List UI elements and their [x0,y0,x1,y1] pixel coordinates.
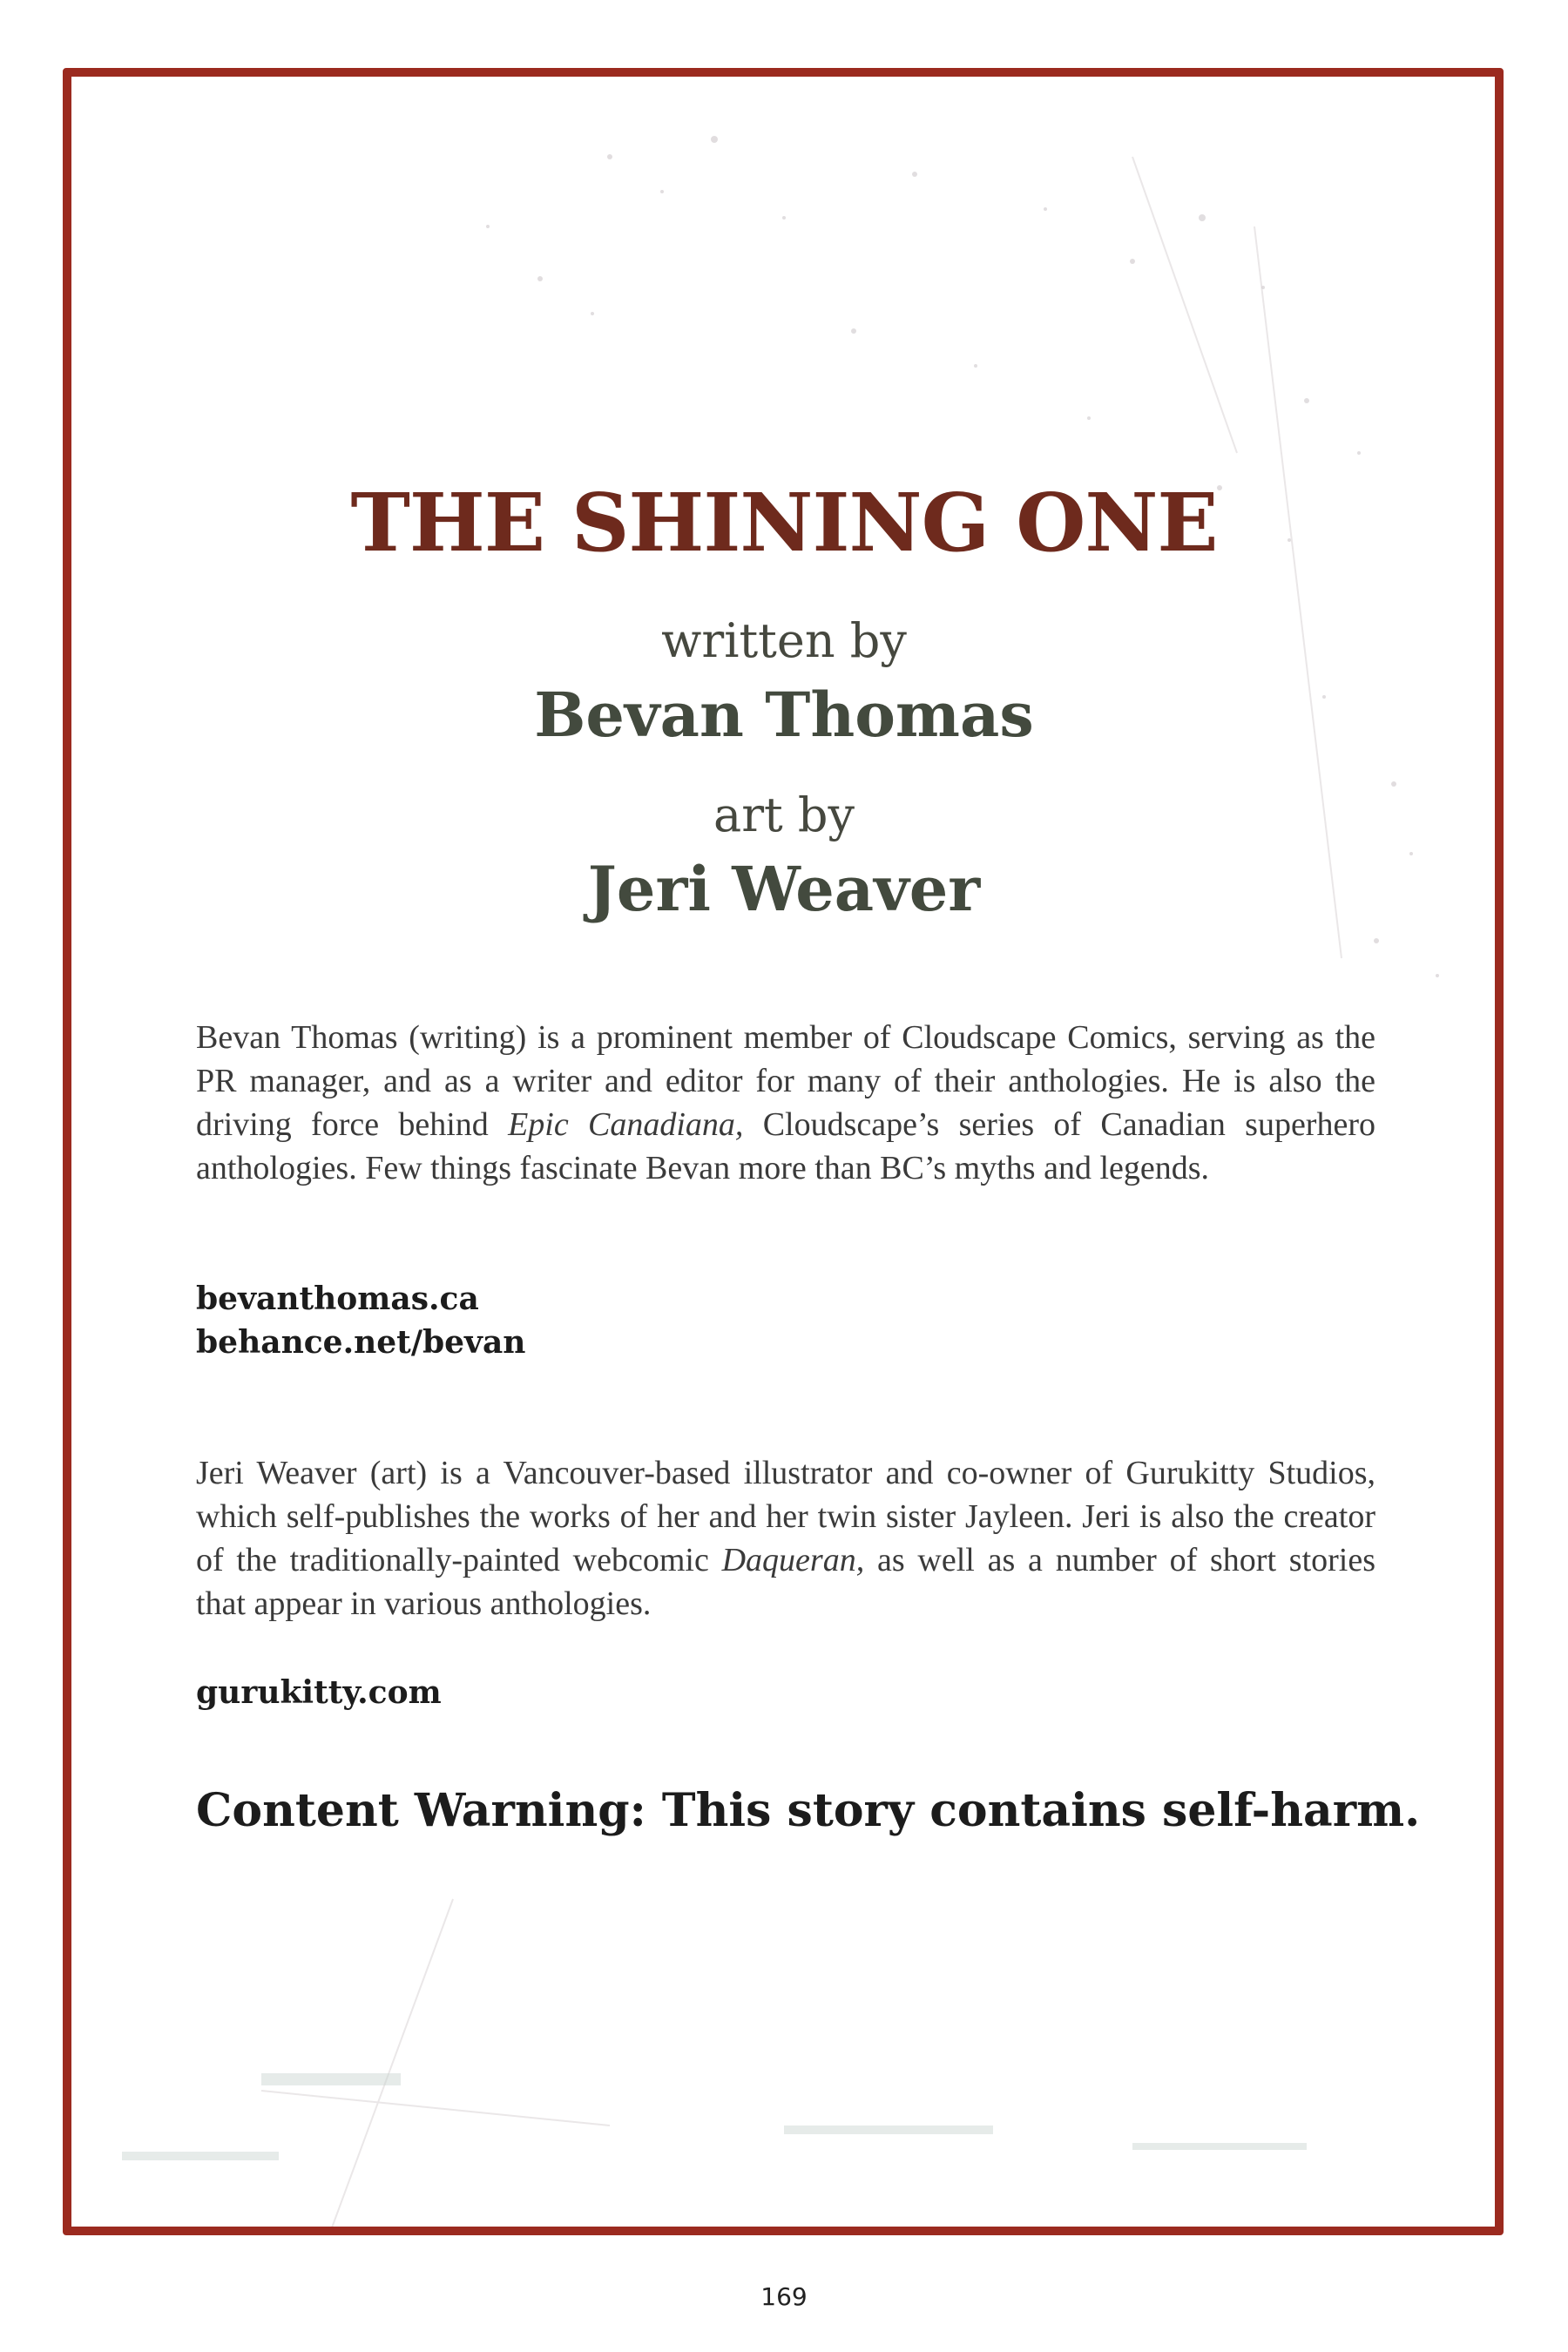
artist-role-label: art by [713,787,855,842]
artist-bio-text: Jeri Weaver (art) is a Vancouver-based illustrator and co-owner of Gurukitty Studios, which self-publishes the works of her and her twin sister Jayleen. Jeri is also the creator of the traditionally-painted webcomic [196,1455,1375,1578]
writer-bio [196,1016,1375,1190]
writer-role-label: written by [661,613,907,668]
artist-bio-italic: Daqueran, [721,1542,865,1578]
writer-behance-link[interactable]: behance.net/bevan [196,1324,526,1361]
content-warning: Content Warning: This story contains self-harm. [196,1784,1421,1837]
page-number: 169 [760,2282,808,2311]
writer-bio-text: Bevan Thomas (writing) is a prominent member of Cloudscape Comics, serving as the PR manager, and as a writer and editor for many of their anthologies. He is also the driving force behind [196,1019,1375,1143]
story-title: THE SHINING ONE [350,476,1218,570]
writer-website-link[interactable]: bevanthomas.ca [196,1281,479,1317]
artist-name: Jeri Weaver [587,853,981,925]
writer-bio-text-end: Cloudscape’s series of Canadian superhero anthologies. Few things fascinate Bevan more than BC’s myths and legends. [196,1106,1375,1186]
artist-website-link[interactable]: gurukitty.com [196,1674,442,1711]
artist-bio-text-end: as well as a number of short stories that appear in various anthologies. [196,1542,1375,1622]
writer-bio-italic: Epic Canadiana, [508,1106,744,1143]
writer-name: Bevan Thomas [534,679,1034,751]
artist-links [196,1671,442,1714]
writer-links [196,1277,525,1364]
artist-bio [196,1451,1375,1625]
